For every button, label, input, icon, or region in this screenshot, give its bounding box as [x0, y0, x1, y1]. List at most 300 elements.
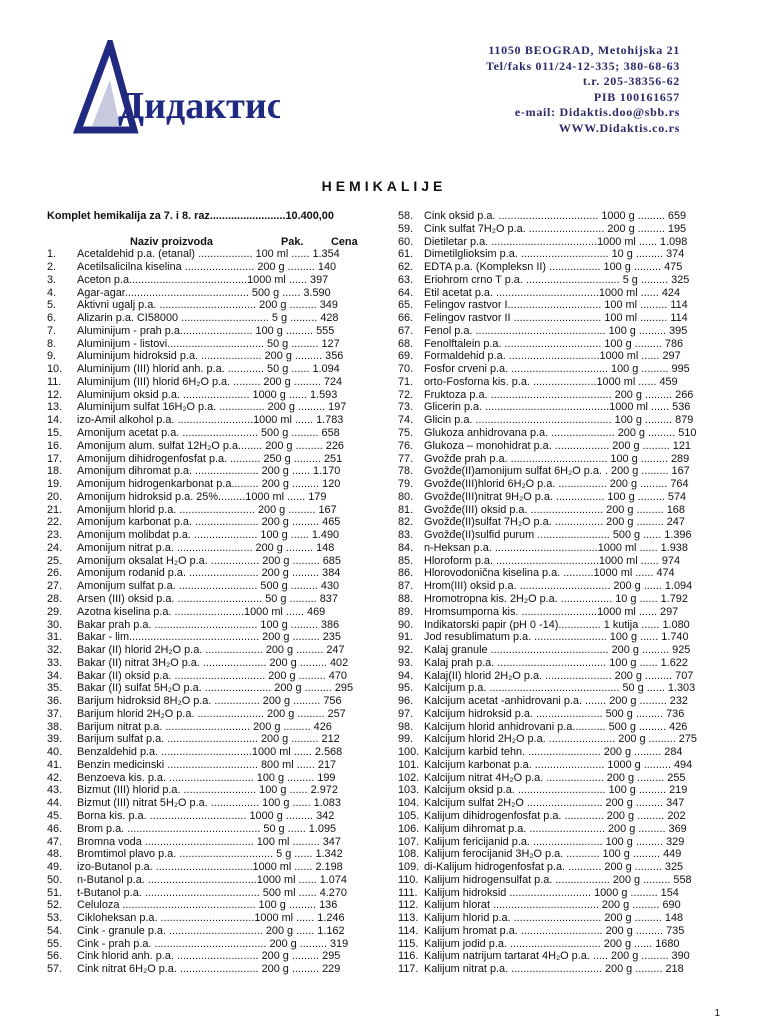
contact-email: e-mail: Didaktis.doo@sbb.rs: [514, 105, 680, 120]
list-item: [47, 567, 367, 580]
item-text: Aceton p.a.......................................1000 ml ...... 397: [77, 273, 329, 286]
contact-website: WWW.Didaktis.co.rs: [558, 120, 680, 135]
column-header-name: Naziv proizvoda: [130, 235, 213, 248]
item-number: 98.: [398, 720, 414, 733]
item-text: Cink sulfat 7H₂O p.a. ......................... 200 g ......... 195: [424, 222, 687, 235]
item-text: Cink hlorid anh. p.a. ........................... 200 g ......... 295: [77, 950, 341, 963]
item-text: n-Heksan p.a. ..................................1000 ml ...... 1.938: [424, 541, 688, 554]
item-number: 65.: [398, 299, 414, 312]
item-number: 23.: [47, 529, 63, 542]
item-number: 46.: [47, 822, 63, 835]
item-number: 38.: [47, 720, 63, 733]
item-text: Formaldehid p.a. ..............................1000 ml ...... 297: [424, 350, 681, 363]
item-text: Acetilsalicilna kiselina ....................... 200 g ......... 140: [77, 261, 337, 274]
list-item: [398, 619, 710, 632]
list-item: [398, 759, 710, 772]
item-text: Kalcijum nitrat 4H₂O p.a. ................... 200 g ......... 255: [424, 771, 686, 784]
item-number: 103.: [398, 784, 420, 797]
list-item: [398, 644, 710, 657]
list-item: [47, 529, 367, 542]
list-item: [47, 478, 367, 491]
item-number: 24.: [47, 541, 63, 554]
list-item: [47, 631, 367, 644]
item-text: Hromsumporna kis. .........................1000 ml ...... 297: [424, 605, 679, 618]
list-item: [398, 733, 710, 746]
list-item: [47, 401, 367, 414]
item-text: Bakar (II) hlorid 2H₂O p.a. ................... 200 g ......... 247: [77, 644, 345, 657]
item-text: Amonijum rodanid p.a. ....................... 200 g ......... 384: [77, 567, 341, 580]
list-item: [47, 363, 367, 376]
list-item: [398, 593, 710, 606]
item-number: 100.: [398, 746, 420, 759]
item-number: 13.: [47, 401, 63, 414]
list-item: [398, 401, 710, 414]
item-text: Kalijum dihromat p.a. ......................... 200 g ......... 369: [424, 822, 687, 835]
item-text: Kalaj granule ....................................... 200 g ......... 925: [424, 644, 691, 657]
item-number: 41.: [47, 758, 63, 771]
list-item: [47, 784, 367, 797]
item-text: Barijum nitrat p.a. ............................ 200 g ......... 426: [77, 720, 332, 733]
item-number: 99.: [398, 733, 414, 746]
item-number: 53.: [47, 912, 63, 925]
item-text: Cink - prah p.a. ..................................... 200 g ......... 319: [77, 937, 349, 950]
logo-triangle-icon: [70, 40, 280, 140]
list-item: [47, 248, 367, 261]
item-number: 104.: [398, 797, 420, 810]
item-number: 25.: [47, 554, 63, 567]
item-number: 39.: [47, 733, 63, 746]
item-number: 27.: [47, 580, 63, 593]
list-item: [47, 733, 367, 746]
list-item: [398, 567, 710, 580]
item-number: 86.: [398, 567, 414, 580]
list-item: [47, 274, 367, 287]
item-number: 44.: [47, 797, 63, 810]
item-number: 89.: [398, 605, 414, 618]
item-number: 4.: [47, 286, 57, 299]
item-number: 83.: [398, 529, 414, 542]
item-number: 97.: [398, 707, 414, 720]
item-number: 55.: [47, 937, 63, 950]
item-number: 19.: [47, 478, 63, 491]
list-item: [398, 478, 710, 491]
column-header: [47, 236, 367, 249]
list-item: [47, 453, 367, 466]
item-number: 54.: [47, 924, 63, 937]
item-number: 59.: [398, 222, 414, 235]
item-number: 36.: [47, 695, 63, 708]
list-item: [398, 861, 710, 874]
list-item: [47, 389, 367, 402]
list-item: [398, 287, 710, 300]
item-text: Fenol p.a. ........................................... 100 g ......... 395: [424, 324, 688, 337]
page-number: 1: [714, 1008, 720, 1019]
item-number: 15.: [47, 427, 63, 440]
item-number: 61.: [398, 248, 414, 261]
item-text: Celuloza ............................................ 100 g ......... 136: [77, 899, 338, 912]
item-text: Jod resublimatum p.a. ........................ 100 g ...... 1.740: [424, 631, 689, 644]
item-number: 96.: [398, 695, 414, 708]
list-item: [398, 925, 710, 938]
item-text: Kalijum hlorat ................................... 200 g ......... 690: [424, 899, 681, 912]
item-text: Gvožđe(III)hlorid 6H₂O p.a. ................ 200 g ......... 764: [424, 478, 689, 491]
item-text: Gvožđe(II)sulfat 7H₂O p.a. ................ 200 g ......... 247: [424, 516, 685, 529]
list-item: [47, 721, 367, 734]
list-item: [398, 580, 710, 593]
item-number: 1.: [47, 248, 57, 261]
item-text: Kalijum nitrat p.a. .............................. 200 g ......... 218: [424, 963, 684, 976]
list-item: [47, 861, 367, 874]
item-number: 77.: [398, 452, 414, 465]
item-text: Aluminijum hidroksid p.a. .................... 200 g ......... 356: [77, 350, 344, 363]
list-item: [47, 606, 367, 619]
item-number: 22.: [47, 516, 63, 529]
item-text: Bakar (II) sulfat 5H₂O p.a. ...................... 200 g ......... 295: [77, 682, 353, 695]
item-text: t-Butanol p.a. ...................................... 500 ml ...... 4.270: [77, 886, 347, 899]
item-text: Brom p.a. ............................................ 50 g ...... 1.095: [77, 822, 337, 835]
list-item: [47, 772, 367, 785]
item-text: Bromtimol plavo p.a. ............................... 5 g ...... 1.342: [77, 848, 343, 861]
item-text: Cink nitrat 6H₂O p.a. .......................... 200 g ......... 229: [77, 963, 341, 976]
item-text: Hlorovodonična kiselina p.a. ..........1000 ml ...... 474: [424, 567, 675, 580]
item-number: 116.: [398, 950, 419, 963]
item-number: 32.: [47, 644, 63, 657]
item-text: Bakar (II) oksid p.a. .............................. 200 g ......... 470: [77, 669, 347, 682]
list-item: [47, 925, 367, 938]
list-item: [398, 963, 710, 976]
item-text: Kalijum hlorid p.a. ............................. 200 g ......... 148: [424, 912, 684, 925]
item-number: 56.: [47, 950, 63, 963]
item-text: Cink - granule p.a. ............................... 200 g ...... 1.162: [77, 924, 345, 937]
list-item: [398, 708, 710, 721]
item-number: 29.: [47, 605, 63, 618]
item-text: Fosfor crveni p.a. ................................ 100 g ......... 995: [424, 363, 690, 376]
item-number: 69.: [398, 350, 414, 363]
item-number: 92.: [398, 644, 414, 657]
list-item: [398, 529, 710, 542]
item-text: Aluminijum oksid p.a. ...................... 1000 g ...... 1.593: [77, 388, 338, 401]
item-number: 17.: [47, 452, 63, 465]
item-text: Hloroform p.a. ..................................1000 ml ...... 974: [424, 554, 681, 567]
item-number: 66.: [398, 312, 414, 325]
item-text: Aluminijum - listovi................................ 50 g ......... 127: [77, 337, 340, 350]
item-number: 112.: [398, 899, 419, 912]
item-number: 60.: [398, 235, 414, 248]
item-number: 108.: [398, 848, 420, 861]
item-number: 76.: [398, 439, 414, 452]
list-item: [398, 836, 710, 849]
list-item: [398, 453, 710, 466]
item-number: 20.: [47, 490, 63, 503]
list-item: [398, 899, 710, 912]
list-item: [398, 414, 710, 427]
list-item: [398, 427, 710, 440]
list-item: [47, 836, 367, 849]
item-number: 7.: [47, 324, 57, 337]
item-text: Gvožđe(II)sulfid purum ........................ 500 g ...... 1.396: [424, 529, 692, 542]
didaktis-logo: [70, 40, 280, 140]
item-text: Etil acetat p.a. ..................................1000 ml ...... 424: [424, 286, 681, 299]
list-item: [398, 389, 710, 402]
list-item: [398, 912, 710, 925]
item-text: Kalaj(II) hlorid 2H₂O p.a. ...................... 200 g ......... 707: [424, 669, 694, 682]
item-number: 74.: [398, 414, 414, 427]
item-number: 93.: [398, 656, 414, 669]
item-text: Amonijum oksalat H₂O p.a. ................ 200 g ......... 685: [77, 554, 341, 567]
contact-phone: Tel/faks 011/24-12-335; 380-68-63: [486, 58, 680, 73]
list-item: [398, 516, 710, 529]
item-number: 48.: [47, 848, 63, 861]
list-item: [47, 414, 367, 427]
list-item: [398, 312, 710, 325]
item-text: Gvožđe prah p.a. ................................ 100 g ......... 289: [424, 452, 690, 465]
list-item: [47, 491, 367, 504]
item-number: 102.: [398, 771, 420, 784]
list-item: [398, 950, 710, 963]
item-text: Kalijum jodid p.a. .............................. 200 g ...... 1680: [424, 937, 680, 950]
list-item: [398, 376, 710, 389]
list-item: [47, 338, 367, 351]
item-text: Gvožđe(II)amonijum sulfat 6H₂O p.a. . 200 g ......... 167: [424, 465, 690, 478]
list-item: [47, 516, 367, 529]
list-item: [398, 848, 710, 861]
item-number: 9.: [47, 350, 57, 363]
item-text: n-Butanol p.a. ....................................1000 ml ...... 1.074: [77, 873, 347, 886]
item-text: Kalcijum karbonat p.a. ....................... 1000 g ......... 494: [424, 758, 693, 771]
list-item: [398, 721, 710, 734]
list-item: [47, 299, 367, 312]
item-number: 10.: [47, 363, 63, 376]
item-number: 45.: [47, 809, 63, 822]
item-text: EDTA p.a. (Kompleksn II) ................. 100 g ......... 475: [424, 261, 683, 274]
list-item: [398, 695, 710, 708]
item-number: 52.: [47, 899, 63, 912]
list-item: [47, 848, 367, 861]
item-number: 82.: [398, 516, 414, 529]
list-item: [398, 350, 710, 363]
item-text: Bakar - lim........................................... 200 g ......... 235: [77, 631, 341, 644]
list-item: [398, 887, 710, 900]
list-item: [47, 759, 367, 772]
item-text: Bakar prah p.a. .................................. 100 g ......... 386: [77, 618, 340, 631]
item-text: Felingov rastvor II ............................. 100 ml ......... 114: [424, 312, 688, 325]
item-text: Gvožđe(III) oksid p.a. ........................ 200 g ......... 168: [424, 503, 685, 516]
item-text: Aktivni ugalj p.a. ................................ 200 g ......... 349: [77, 299, 338, 312]
item-number: 73.: [398, 401, 414, 414]
item-text: Barijum sulfat p.a. .............................. 200 g ......... 212: [77, 733, 340, 746]
item-text: Benzaldehid p.a. ..............................1000 ml ...... 2.568: [77, 746, 343, 759]
item-number: 6.: [47, 312, 57, 325]
list-item: [47, 682, 367, 695]
item-number: 94.: [398, 669, 414, 682]
item-text: Indikatorski papir (pH 0 -14).............. 1 kutija ...... 1.080: [424, 618, 690, 631]
list-item: [47, 580, 367, 593]
item-text: Glicerin p.a. .........................................1000 ml ...... 536: [424, 401, 691, 414]
item-text: Kalcijum sulfat 2H₂O ......................... 200 g ......... 347: [424, 797, 685, 810]
column-header-price: Cena: [331, 235, 358, 248]
item-text: izo-Butanol p.a. ................................1000 ml ...... 2.198: [77, 861, 343, 874]
item-number: 12.: [47, 388, 63, 401]
item-number: 5.: [47, 299, 57, 312]
item-number: 91.: [398, 631, 414, 644]
item-number: 115.: [398, 937, 419, 950]
contact-pib: PIB 100161657: [593, 89, 680, 104]
list-item: [398, 657, 710, 670]
list-item: [47, 619, 367, 632]
list-item: [47, 465, 367, 478]
item-text: Glukoza – monohidrat p.a. .................. 200 g ......... 121: [424, 439, 691, 452]
list-item: [47, 874, 367, 887]
list-item: [398, 797, 710, 810]
list-item: [47, 593, 367, 606]
item-number: 47.: [47, 835, 63, 848]
item-number: 43.: [47, 784, 63, 797]
item-number: 90.: [398, 618, 414, 631]
item-text: Glukoza anhidrovana p.a. ..................... 200 g ......... 510: [424, 427, 697, 440]
list-item: [47, 899, 367, 912]
list-item: [398, 363, 710, 376]
item-number: 58.: [398, 210, 414, 222]
item-number: 85.: [398, 554, 414, 567]
item-text: Barijum hidroksid 8H₂O p.a. ............... 200 g ......... 756: [77, 695, 342, 708]
product-list-right: [398, 210, 710, 976]
item-text: Hrom(III) oksid p.a. .............................. 200 g ...... 1.094: [424, 580, 693, 593]
list-item: [398, 631, 710, 644]
item-text: Aluminijum (III) hlorid 6H₂O p.a. ......... 200 g ......... 724: [77, 375, 343, 388]
list-item: [398, 606, 710, 619]
list-item: [398, 248, 710, 261]
item-text: Azotna kiselina p.a. .......................1000 ml ...... 469: [77, 605, 326, 618]
item-text: Kalijum natrijum tartarat 4H₂O p.a. ..... 200 g ......... 390: [424, 950, 690, 963]
item-number: 95.: [398, 682, 414, 695]
item-number: 88.: [398, 592, 414, 605]
item-number: 67.: [398, 324, 414, 337]
list-item: [47, 555, 367, 568]
list-item: [47, 644, 367, 657]
list-item: [47, 938, 367, 951]
item-text: Kalcijum hlorid 2H₂O p.a. ...................... 200 g ......... 275: [424, 733, 697, 746]
list-item: [47, 287, 367, 300]
list-item: [47, 912, 367, 925]
list-item: [398, 938, 710, 951]
item-number: 30.: [47, 618, 63, 631]
item-text: Alizarin p.a. CI58000 ............................. 5 g ......... 428: [77, 312, 339, 325]
list-item: [47, 950, 367, 963]
item-text: Amonijum dihidrogenfosfat p.a. .......... 250 g ......... 251: [77, 452, 343, 465]
list-item: [47, 325, 367, 338]
item-text: Aluminijum (III) hlorid anh. p.a. ............ 50 g ...... 1.094: [77, 363, 340, 376]
logo-text: Дидактис: [118, 85, 280, 127]
item-number: 111.: [398, 886, 418, 899]
item-number: 14.: [47, 414, 63, 427]
item-number: 16.: [47, 439, 63, 452]
list-item: [47, 887, 367, 900]
list-item: [47, 504, 367, 517]
item-text: Kalcijum hidroksid p.a. ...................... 500 g ......... 736: [424, 707, 685, 720]
list-item: [398, 338, 710, 351]
item-text: izo-Amil alkohol p.a. .........................1000 ml ...... 1.783: [77, 414, 344, 427]
list-item: [47, 350, 367, 363]
list-item: [47, 797, 367, 810]
item-number: 28.: [47, 592, 63, 605]
kit-line: Komplet hemikalija za 7. i 8. raz.........................10.400,00: [47, 210, 334, 222]
list-item: [398, 325, 710, 338]
item-number: 26.: [47, 567, 63, 580]
item-number: 105.: [398, 809, 420, 822]
item-number: 75.: [398, 427, 414, 440]
item-number: 78.: [398, 465, 414, 478]
item-text: Kalaj prah p.a. .................................... 100 g ...... 1.622: [424, 656, 688, 669]
list-item: [398, 682, 710, 695]
list-item: [398, 465, 710, 478]
list-item: [398, 236, 710, 249]
item-number: 8.: [47, 337, 57, 350]
item-number: 79.: [398, 478, 414, 491]
item-text: di-Kalijum hidrogenfosfat p.a. ........... 200 g ......... 325: [424, 861, 684, 874]
item-number: 51.: [47, 886, 63, 899]
item-text: Aluminijum sulfat 16H₂O p.a. ............... 200 g ......... 197: [77, 401, 347, 414]
item-text: Benzin medicinski .............................. 800 ml ...... 217: [77, 758, 337, 771]
item-number: 21.: [47, 503, 63, 516]
item-text: Acetaldehid p.a. (etanal) .................. 100 ml ...... 1.354: [77, 248, 340, 261]
item-number: 117.: [398, 963, 419, 976]
item-text: Kalcijum karbid tehn. ........................ 200 g ......... 284: [424, 746, 683, 759]
item-text: Aluminijum - prah p.a........................ 100 g ......... 555: [77, 324, 335, 337]
item-number: 35.: [47, 682, 63, 695]
item-number: 113.: [398, 912, 419, 925]
item-number: 42.: [47, 771, 63, 784]
list-item: [47, 823, 367, 836]
item-number: 62.: [398, 261, 414, 274]
column-header-pack: Pak.: [281, 235, 304, 248]
item-number: 33.: [47, 656, 63, 669]
item-number: 71.: [398, 375, 414, 388]
item-number: 81.: [398, 503, 414, 516]
item-text: Cink oksid p.a. ................................. 1000 g ......... 659: [424, 210, 687, 222]
item-text: Amonijum molibdat p.a. ..................... 100 g ...... 1.490: [77, 529, 340, 542]
list-item: [398, 746, 710, 759]
item-text: Amonijum hidrogenkarbonat p.a......... 200 g ......... 120: [77, 478, 341, 491]
item-text: Barijum hlorid 2H₂O p.a. ...................... 200 g ......... 257: [77, 707, 346, 720]
item-number: 63.: [398, 273, 414, 286]
list-item: [398, 504, 710, 517]
item-text: Benzoeva kis. p.a. ............................ 100 g ......... 199: [77, 771, 336, 784]
list-item: [398, 491, 710, 504]
list-item: [47, 963, 367, 976]
list-item: [47, 376, 367, 389]
list-item: [47, 708, 367, 721]
item-text: Kalijum hidroksid ........................... 1000 g ......... 154: [424, 886, 679, 899]
contact-block: [320, 43, 680, 137]
item-number: 114.: [398, 924, 419, 937]
list-item: [398, 555, 710, 568]
item-text: Bizmut (III) nitrat 5H₂O p.a. ................ 100 g ...... 1.083: [77, 797, 341, 810]
item-number: 80.: [398, 490, 414, 503]
item-text: orto-Fosforna kis. p.a. .....................1000 ml ...... 459: [424, 375, 678, 388]
item-text: Amonijum hlorid p.a. ......................... 200 g ......... 167: [77, 503, 337, 516]
item-number: 109.: [398, 861, 420, 874]
item-text: Eriohrom crno T p.a. ............................... 5 g ......... 325: [424, 273, 690, 286]
item-text: Kalcijum hlorid anhidrovani p.a........... 500 g ......... 426: [424, 720, 688, 733]
item-text: Cikloheksan p.a. ...............................1000 ml ...... 1.246: [77, 912, 345, 925]
item-text: Bakar (II) nitrat 3H₂O p.a. ..................... 200 g ......... 402: [77, 656, 349, 669]
item-text: Kalcijum p.a. ........................................... 50 g ...... 1.303: [424, 682, 696, 695]
item-number: 37.: [47, 707, 63, 720]
item-number: 107.: [398, 835, 420, 848]
item-text: Borna kis. p.a. ................................ 1000 g ......... 342: [77, 809, 335, 822]
item-text: Glicin p.a. ............................................. 100 g ......... 879: [424, 414, 694, 427]
item-text: Amonijum sulfat p.a. .......................... 500 g ......... 430: [77, 580, 340, 593]
